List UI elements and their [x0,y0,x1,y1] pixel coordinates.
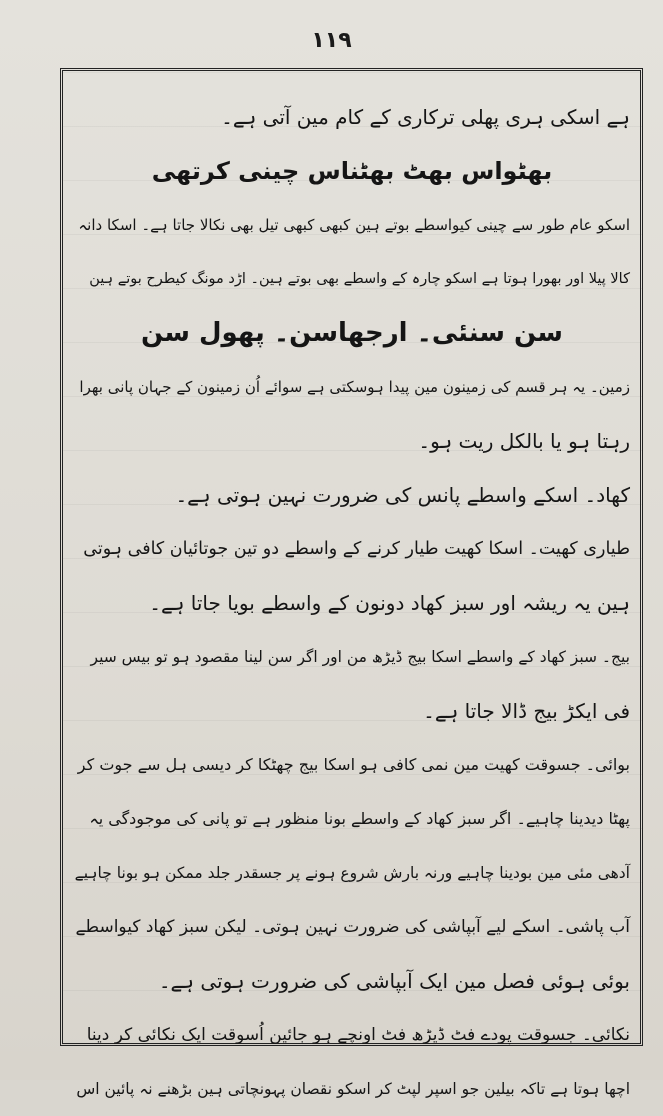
text-line: ہین یہ ریشہ اور سبز کھاد دونون کے واسطے بویا جاتا ہے۔ [149,591,630,615]
page-number: ۱۱۹ [311,28,352,53]
section-heading: سن سنئی۔ ارجھاسن۔ پھول سن [140,318,563,348]
text-line: آدھی مئی مین بودینا چاہیے ورنہ بارش شروع ہونے پر جسقدر جلد ممکن ہو بونا چاہیے [74,864,630,882]
section-heading: بھٹواس بھٹ بھٹناس چینی کرتھی [151,157,553,185]
text-line: نکائی۔ جسوقت پودے فٹ ڈیڑھ فٹ اونچے ہو جائین اُسوقت ایک نکائی کر دینا [86,1025,630,1045]
text-line: رہتا ہو یا بالکل ریت ہو۔ [418,429,630,453]
text-line: زمین۔ یہ ہر قسم کی زمینون مین پیدا ہوسکتی ہے سوائے اُن زمینون کے جہان پانی بھرا [79,378,630,396]
text-line: بوئی ہوئی فصل مین ایک آبپاشی کی ضرورت ہوتی ہے۔ [158,969,630,993]
body-text [74,90,630,1098]
text-line: طیاری کھیت۔ اسکا کھیت طیار کرنے کے واسطے دو تین جوتائیان کافی ہوتی [83,539,630,559]
text-line: کالا پیلا اور بھورا ہوتا ہے اسکو چارہ کے واسطے بھی بوتے ہین۔ اڑد مونگ کیطرح بوتے ہین [89,271,630,287]
text-line: پھٹا دیدینا چاہیے۔ اگر سبز کھاد کے واسطے بونا منظور ہے تو پانی کی موجودگی یہ [89,809,630,828]
text-line: اچھا ہوتا ہے تاکہ بیلین جو اسپر لپٹ کر اسکو نقصان پہونچاتی ہین بڑھنے نہ پائین اس [76,1080,630,1098]
text-line: فی ایکڑ بیج ڈالا جاتا ہے۔ [423,699,630,723]
text-line: ہے اسکی ہری پھلی ترکاری کے کام مین آتی ہے۔ [221,105,630,129]
text-line: بیج۔ سبز کھاد کے واسطے اسکا بیج ڈیڑھ من اور اگر سن لینا مقصود ہو تو بیس سیر [90,648,630,666]
text-line: کھاد۔ اسکے واسطے پانس کی ضرورت نہین ہوتی ہے۔ [175,483,630,507]
text-line: بوائی۔ جسوقت کھیت مین نمی کافی ہو اسکا بیج چھٹکا کر دیسی ہل سے جوت کر [77,755,630,774]
text-line: آب پاشی۔ اسکے لیے آبپاشی کی ضرورت نہین ہوتی۔ لیکن سبز کھاد کیواسطے [75,917,630,937]
text-line: اسکو عام طور سے چینی کیواسطے بوتے ہین کبھی کبھی تیل بھی نکالا جاتا ہے۔ اسکا دانہ [78,216,630,234]
